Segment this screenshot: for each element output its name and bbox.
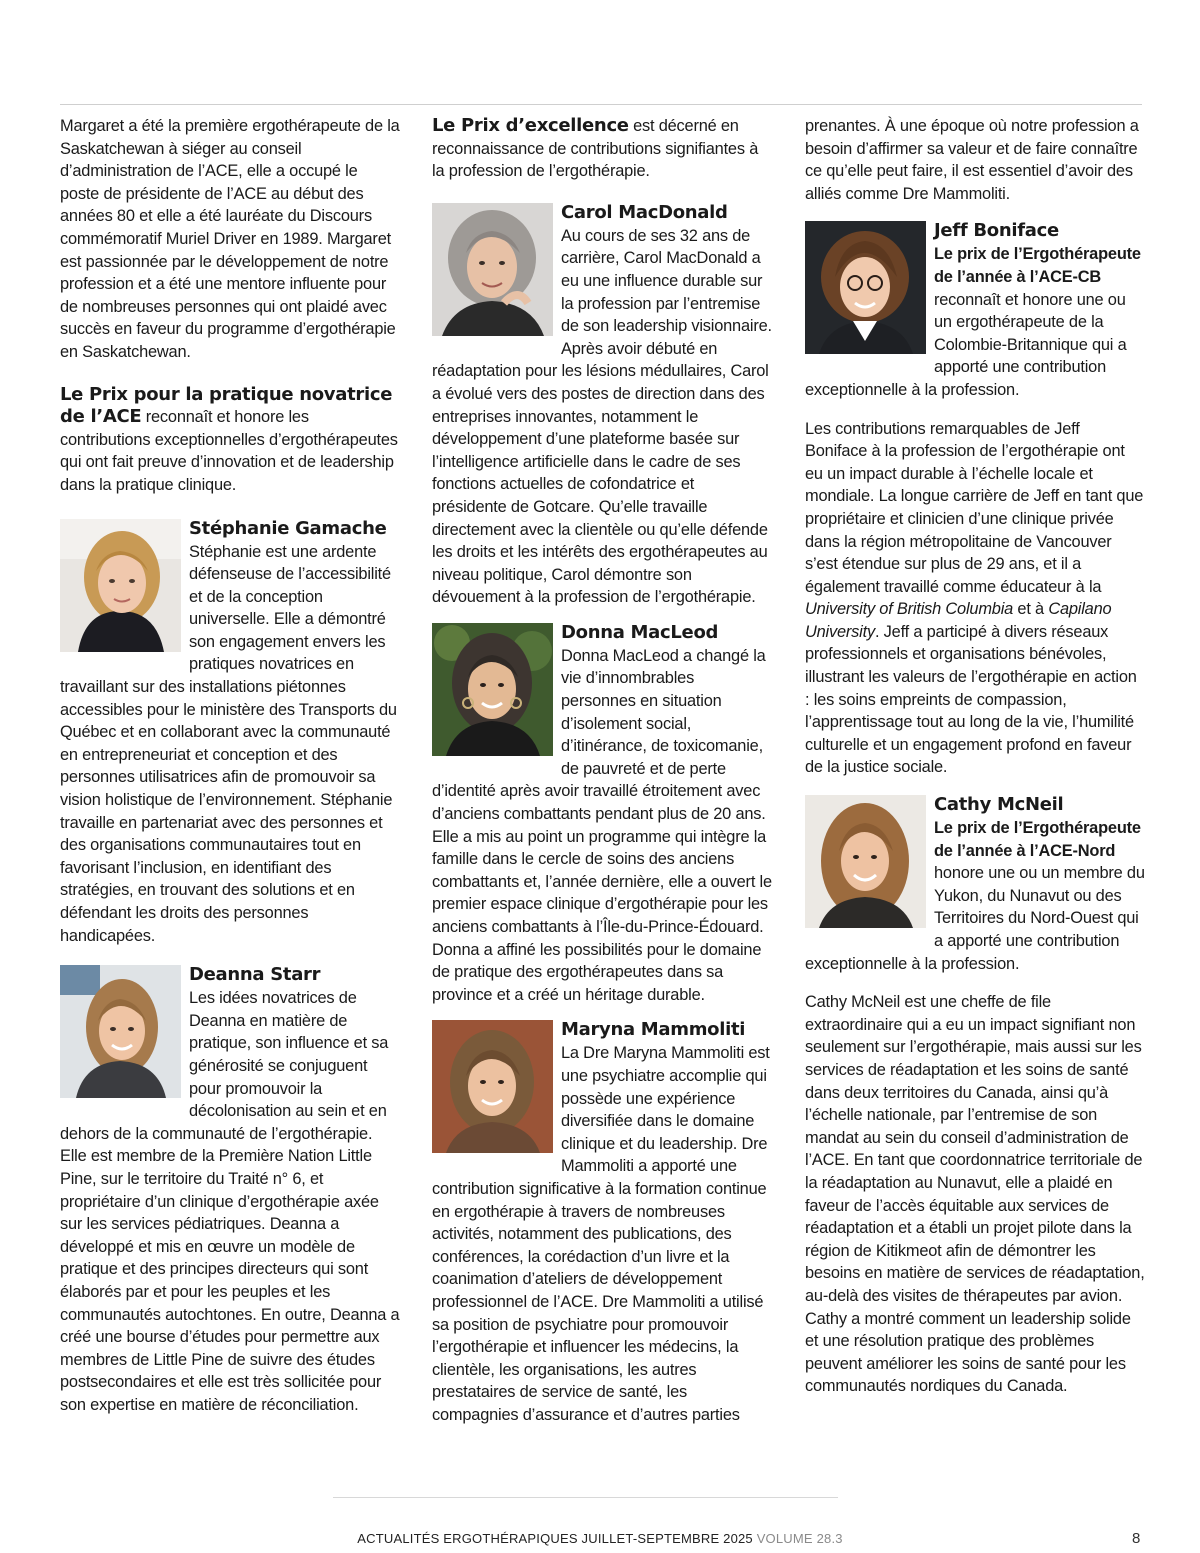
award-title: Le prix de l’Ergothérapeute de l’année à l’ACE-Nord [934,819,1141,860]
profile-name: Stéphanie Gamache [189,517,387,539]
cathy-body-paragraph: Cathy McNeil est une cheffe de file extraordinaire qui a eu un impact signifiant non seulement sur l’ergothérapie, mais aussi sur les services de réadaptation et les soins de santé dans deux territoires du Canada, ainsi qu’à l’échelle nationale, par l’entremise de son mandat au sein du conseil d’administration de l’ACE. En tant que coordonnatrice territoriale de la réadaptation au Nunavut, elle a plaidé en faveur de l’accès équitable aux services de réadaptation et a établi un projet pilote dans la région de Kitikmeot afin de démontrer les besoins en matière de services de réadaptation, au-delà des visites de thérapeutes par avion. Cathy a montré comment un leadership solide et une résolution pratique des problèmes peuvent améliorer les soins de santé pour les communautés nordiques du Canada. [805,993,1145,1396]
profile-text: Stéphanie est une ardente défenseuse de l’accessibilité et de la conception universelle. Elle a démontré son engagement envers les pratiques novatrices en travaillant sur des installations piétonnes accessibles pour le ministère des Transports du Québec et en collaborant avec la communauté en entrepreneuriat et conception et des personnes utilisatrices afin de promouvoir sa vision holistique de l’environnement. Stéphanie travaille en partenariat avec des personnes et des organisations communautaires tout en favorisant l’inclusion, en identifiant des stratégies, en trouvant des solutions et en défendant les droits des personnes handicapées. [60,542,397,945]
profile-donna [432,621,772,1007]
top-divider [60,104,1142,105]
volume-label: VOLUME 28.3 [756,1531,843,1546]
profile-text: Donna MacLeod a changé la vie d’innombrables personnes en situation d’isolement social, d’itinérance, de toxicomanie, de pauvreté et de perte d’identité après avoir travaillé étroitement avec d’anciens combattants pendant plus de 20 ans. Elle a mis au point un programme qui intègre la famille dans le cercle de soins des anciens combattants et, l’année dernière, elle a ouvert le premier espace clinique d’ergothérapie pour les anciens combattants à l’Île-du-Prince-Édouard. Donna a affiné les possibilités pour le domaine de pratique des ergothérapeutes dans sa province et a créé un héritage durable. [432,646,772,1004]
mammoliti-continuation: prenantes. À une époque où notre profession a besoin d’affirmer sa valeur et de faire connaître ce qu’elle peut faire, il est essentiel d’avoir des alliés comme Dre Mammoliti. [805,117,1139,203]
stephanie-portrait-photo [60,519,181,652]
excellence-prize-title: Le Prix d’excellence [432,115,629,136]
footer-divider [333,1497,838,1498]
profile-text: Au cours de ses 32 ans de carrière, Carol MacDonald a eu une influence durable sur la profession par l’entremise de son leadership visionnaire. Après avoir débuté en réadaptation pour les lésions médullaires, Carol a évolué vers des postes de direction dans des entreprises innovantes, notamment le développement d’une plateforme basée sur l’intelligence artificielle dans le cadre de ses fonctions actuelles de cofondatrice et présidente de Gotcare. Qu’elle travaille directement avec la clientèle ou qu’elle défende les droits et les intérêts des ergothérapeutes au niveau politique, Carol démontre son dévouement à la profession de l’ergothérapie. [432,226,772,607]
excellence-prize-text: est décerné en reconnaissance de contributions signifiantes à la profession de l’ergothérapie. [432,117,759,181]
deanna-portrait-photo [60,965,181,1098]
excellence-prize-paragraph [432,115,772,183]
profile-name: Deanna Starr [189,964,321,986]
page-number: 8 [1132,1530,1141,1547]
issue-date: JUILLET-SEPTEMBRE 2025 [577,1531,757,1546]
publication-name: ACTUALITÉS ERGOTHÉRAPIQUES [357,1531,578,1546]
profile-text: Les idées novatrices de Deanna en matière de pratique, son influence et sa générosité se conjuguent pour promouvoir la décolonisation au sein et en dehors de la communauté de l’ergothérapie. Elle est membre de la Première Nation Little Pine, sur le territoire du Traité n° 6, et propriétaire d’un clinique d’ergothérapie axée sur les services pédiatriques. Deanna a développé et mis en œuvre un modèle de pratique et des principes directeurs qui sont élaborés par et pour les peuples et les communautés autochtones. En outre, Deanna a créé une bourse d’études pour permettre aux membres de Little Pine de suivre des études postsecondaires et elle est très sollicitée pour son expertise en matière de réconciliation. [60,989,400,1414]
profile-text: La Dre Maryna Mammoliti est une psychiatre accomplie qui possède une expérience diversifiée dans le domaine clinique et du leadership. Dre Mammoliti a apporté une contribution significative à la formation continue en ergothérapie à travers de nombreuses activités, notamment des publications, des conférences, la corédaction d’un livre et la coanimation d’ateliers de développement professionnel de l’ACE. Dre Mammoliti a utilisé sa position de psychiatre pour promouvoir l’ergothérapie et influencer les médecins, la clientèle, les organisations, les autres prestataires de service de santé, les compagnies d’assurance et d’autres parties [432,1044,770,1424]
column-2 [432,115,772,1426]
column-3 [805,115,1145,1398]
jeff-portrait-photo [805,221,926,354]
capilano-name: Capilano University [805,600,1112,641]
innovation-prize-paragraph [60,384,400,497]
margaret-paragraph: Margaret a été la première ergothérapeute de la Saskatchewan à siéger au conseil d’administration de l’ACE, elle a occupé le poste de présidente de l’ACE au début des années 80 et elle a été lauréate du Discours commémoratif Muriel Driver en 1989. Margaret est passionnée par le développement de notre profession et a été une mentore influente pour de nombreuses personnes qui ont plaidé avec succès en faveur du programme d’ergothérapie en Saskatchewan. [60,117,400,361]
maryna-portrait-photo [432,1020,553,1153]
ubc-name: University of British Columbia [805,600,1014,619]
jeff-body-part: et à [1013,600,1049,619]
jeff-body-part: . Jeff a participé à divers réseaux professionnels et organisations bénévoles, illustrant les valeurs de l’ergothérapie en action : les soins empreints de compassion, l’apprentissage tout au long de la vie, l’humilité culturelle et un engagement profond en faveur de la justice sociale. [805,622,1137,777]
profile-stephanie [60,517,400,948]
profile-name: Donna MacLeod [561,621,719,643]
profile-deanna [60,963,400,1416]
profile-name: Cathy McNeil [934,794,1064,816]
innovation-prize-title: Le Prix pour la pratique novatrice de l’ACE [60,383,393,428]
profile-cathy [805,793,1145,975]
donna-portrait-photo [432,623,553,756]
jeff-body-paragraph [805,418,1145,780]
profile-name: Maryna Mammoliti [561,1019,746,1041]
profile-maryna [432,1018,772,1426]
carol-portrait-photo [432,203,553,336]
column-1 [60,115,400,1416]
profile-name: Jeff Boniface [934,220,1059,242]
jeff-body-part: Les contributions remarquables de Jeff Boniface à la profession de l’ergothérapie ont eu un impact durable à l’échelle locale et mondiale. La longue carrière de Jeff en tant que propriétaire et clinicien d’une clinique privée dans la région métropolitaine de Vancouver s’est étendue sur plus de 29 ans, et il a également travaillé comme éducateur à la [805,419,1144,596]
profile-text: reconnaît et honore une ou un ergothérapeute de la Colombie-Britannique qui a apporté une contribution exceptionnelle à la profession. [805,290,1127,399]
profile-text: honore une ou un membre du Yukon, du Nunavut ou des Territoires du Nord-Ouest qui a apporté une contribution exceptionnelle à la profession. [805,864,1145,973]
profile-carol [432,201,772,609]
cathy-portrait-photo [805,795,926,928]
award-title: Le prix de l’Ergothérapeute de l’année à l’ACE-CB [934,245,1141,286]
profile-jeff [805,219,1145,401]
innovation-prize-text: reconnaît et honore les contributions exceptionnelles d’ergothérapeutes qui ont fait preuve d’innovation et de leadership dans la pratique clinique. [60,408,398,494]
footer [0,1531,1200,1546]
profile-name: Carol MacDonald [561,201,728,223]
